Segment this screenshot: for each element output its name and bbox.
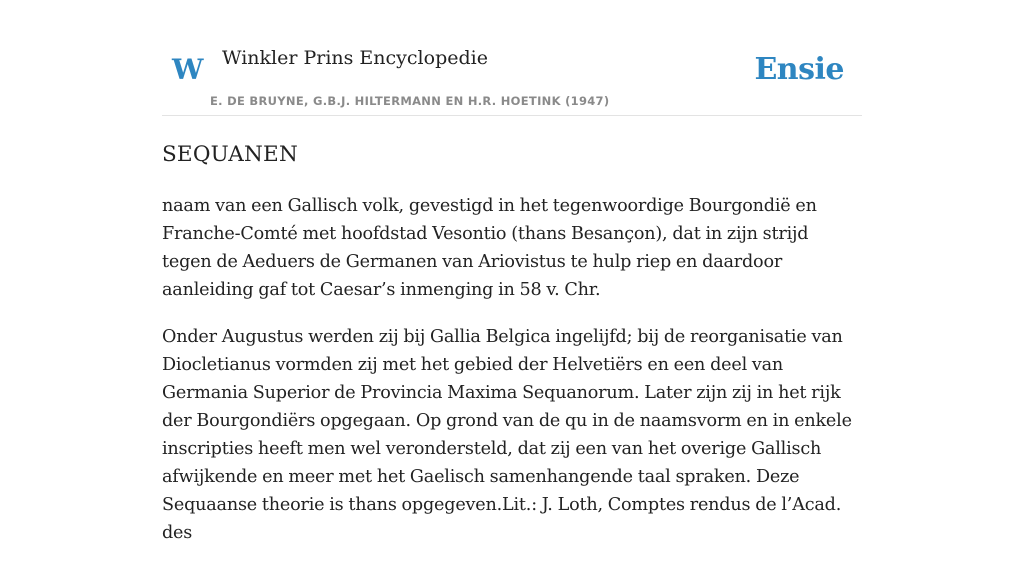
publication-logo-icon[interactable]: W <box>172 53 204 86</box>
article-body <box>162 192 862 566</box>
publication-title[interactable]: Winkler Prins Encyclopedie <box>222 47 488 69</box>
article-paragraph: naam van een Gallisch volk, gevestigd in het tegenwoordige Bourgondië en Franche-Comté met hoofdstad Vesontio (thans Besançon), dat in zijn strijd tegen de Aeduers de Germanen van Ariovistus te hulp riep en daardoor aanleiding gaf tot Caesar’s inmenging in 58 v. Chr. <box>162 196 817 300</box>
site-header <box>162 40 862 116</box>
ensie-logo[interactable]: Ensie <box>754 52 844 87</box>
article-title: SEQUANEN <box>162 142 298 167</box>
article-paragraph: Onder Augustus werden zij bij Gallia Belgica ingelijfd; bij de reorganisatie van Diocletianus vormden zij met het gebied der Helvetiërs en een deel van Germania Superior de Provincia Maxima Sequanorum. Later zijn zij in het rijk der Bourgondiërs opgegaan. Op grond van de qu in de naamsvorm en in enkele inscripties heeft men wel verondersteld, dat zij een van het overige Gallisch afwijkende en meer met het Gaelisch samenhangende taal spraken. Deze Sequaanse theorie is thans opgegeven.Lit.: J. Loth, Comptes rendus de l’Acad. des <box>162 327 852 543</box>
publication-authors: E. DE BRUYNE, G.B.J. HILTERMANN EN H.R. HOETINK (1947) <box>210 94 610 108</box>
